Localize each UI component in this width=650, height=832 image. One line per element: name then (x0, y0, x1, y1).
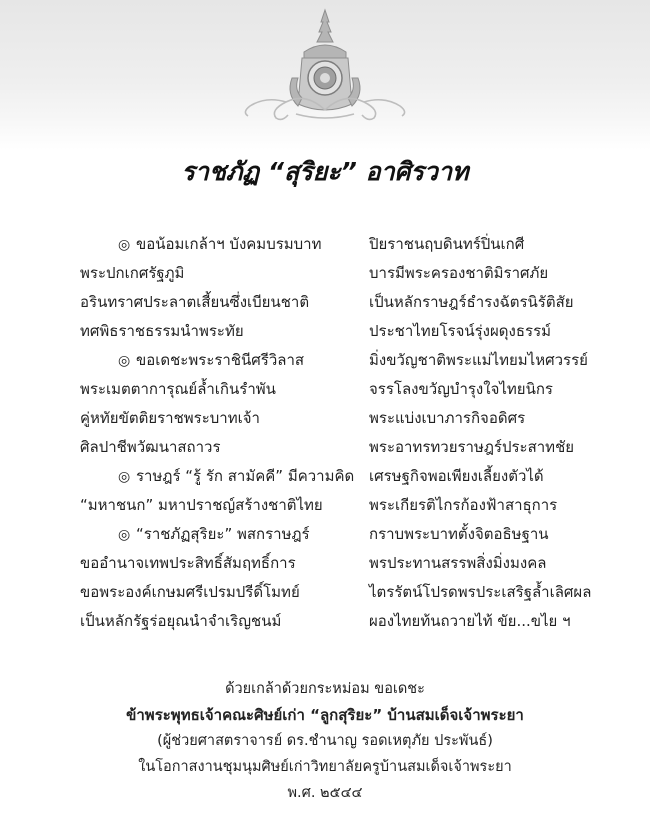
poem-line: อรินทราศประลาตเสี้ยนซึ่งเบียนชาติ (80, 293, 310, 311)
poem-line: เป็นหลักรัฐร่อยุณนำจำเริญชนม์ (80, 612, 282, 630)
dedication-author-group: ข้าพระพุทธเจ้าคณะศิษย์เก่า “ลูกสุริยะ” บ้านสมเด็จเจ้าพระยา (126, 706, 524, 724)
poem-line: ผองไทยท้นถวายไท้ ขัย...ขไย ฯ (369, 612, 571, 630)
bullet-icon: ◎ (118, 469, 131, 485)
poem-line: ทศพิธราชธรรมนำพระทัย (80, 322, 244, 340)
dedication-year: พ.ศ. ๒๕๔๔ (287, 785, 363, 801)
poem-line: ศิลปาชีพวัฒนาสถาวร (80, 438, 221, 456)
bullet-icon: ◎ (118, 527, 131, 543)
decorative-flourish-icon (236, 88, 414, 124)
poem-line: บารมีพระครองชาติมิราศภัย (369, 264, 549, 282)
poem-line: มิ่งขวัญชาติพระแม่ไทยมไหศวรรย์ (369, 351, 588, 369)
bullet-icon: ◎ (118, 353, 131, 369)
poem-line: พระอาทรทวยราษฎร์ประสาทชัย (369, 438, 575, 456)
poem-line: ปิยราชนฤบดินทร์ปิ่นเกศี (369, 235, 525, 253)
poem-line: ไตรรัตน์โปรดพรประเสริฐล้ำเลิศผล (369, 583, 592, 601)
poem-line: ขอพระองค์เกษมศรีเปรมปรีดิ์โมทย์ (80, 583, 300, 601)
dedication-footer (0, 676, 650, 806)
poem-line (118, 522, 310, 546)
poem-line: พระเมตตาการุณย์ล้ำเกินรำพัน (80, 380, 276, 398)
poem-line: “มหาชนก” มหาปราชญ์สร้างชาติไทย (80, 496, 323, 514)
page-title: ราชภัฏ “สุริยะ” อาศิรวาท (181, 157, 469, 186)
poem-line: ประชาไทยโรจน์รุ่งผดุงธรรม์ (369, 322, 552, 340)
poem-line-text: ราษฎร์ “รู้ รัก สามัคคี” มีความคิด (136, 467, 355, 485)
poem-line (118, 464, 354, 488)
poem-line: จรรโลงขวัญบำรุงใจไทยนิกร (369, 380, 553, 398)
dedication-composer: (ผู้ช่วยศาสตราจารย์ ดร.ชำนาญ รอดเหตุภัย ประพันธ์) (157, 733, 493, 749)
poem-line-text: “ราชภัฏสุริยะ” พสกราษฎร์ (136, 525, 310, 543)
poem-line: พระเกียรติไกรก้องฟ้าสาธุการ (369, 496, 558, 514)
poem-line: ขออำนาจเทพประสิทธิ์สัมฤทธิ์การ (80, 554, 296, 572)
poem-line: พรประทานสรรพสิ่งมิ่งมงคล (369, 554, 547, 572)
dedication-line: ด้วยเกล้าด้วยกระหม่อม ขอเดชะ (225, 681, 425, 697)
poem-line: เศรษฐกิจพอเพียงเลี้ยงตัวได้ (369, 467, 544, 485)
poem-line: คู่หทัยขัตติยราชพระบาทเจ้า (80, 409, 260, 427)
poem-line-text: ขอน้อมเกล้าฯ บังคมบรมบาท (136, 235, 322, 253)
poem-line: พระปกเกศรัฐภูมิ (80, 264, 185, 282)
poem-line: เป็นหลักราษฎร์ธำรงฉัตรนิรัติสัย (369, 293, 574, 311)
bullet-icon: ◎ (118, 237, 131, 253)
poem-line: กราบพระบาทตั้งจิตอธิษฐาน (369, 525, 549, 543)
poem-line-text: ขอเดชะพระราชินีศรีวิลาส (136, 351, 305, 369)
poem-line (118, 232, 322, 256)
poem-line (118, 348, 304, 372)
poem-line: พระแบ่งเบาภารกิจอดิศร (369, 409, 526, 427)
dedication-occasion: ในโอกาสงานชุมนุมศิษย์เก่าวิทยาลัยครูบ้านสมเด็จเจ้าพระยา (138, 759, 512, 775)
